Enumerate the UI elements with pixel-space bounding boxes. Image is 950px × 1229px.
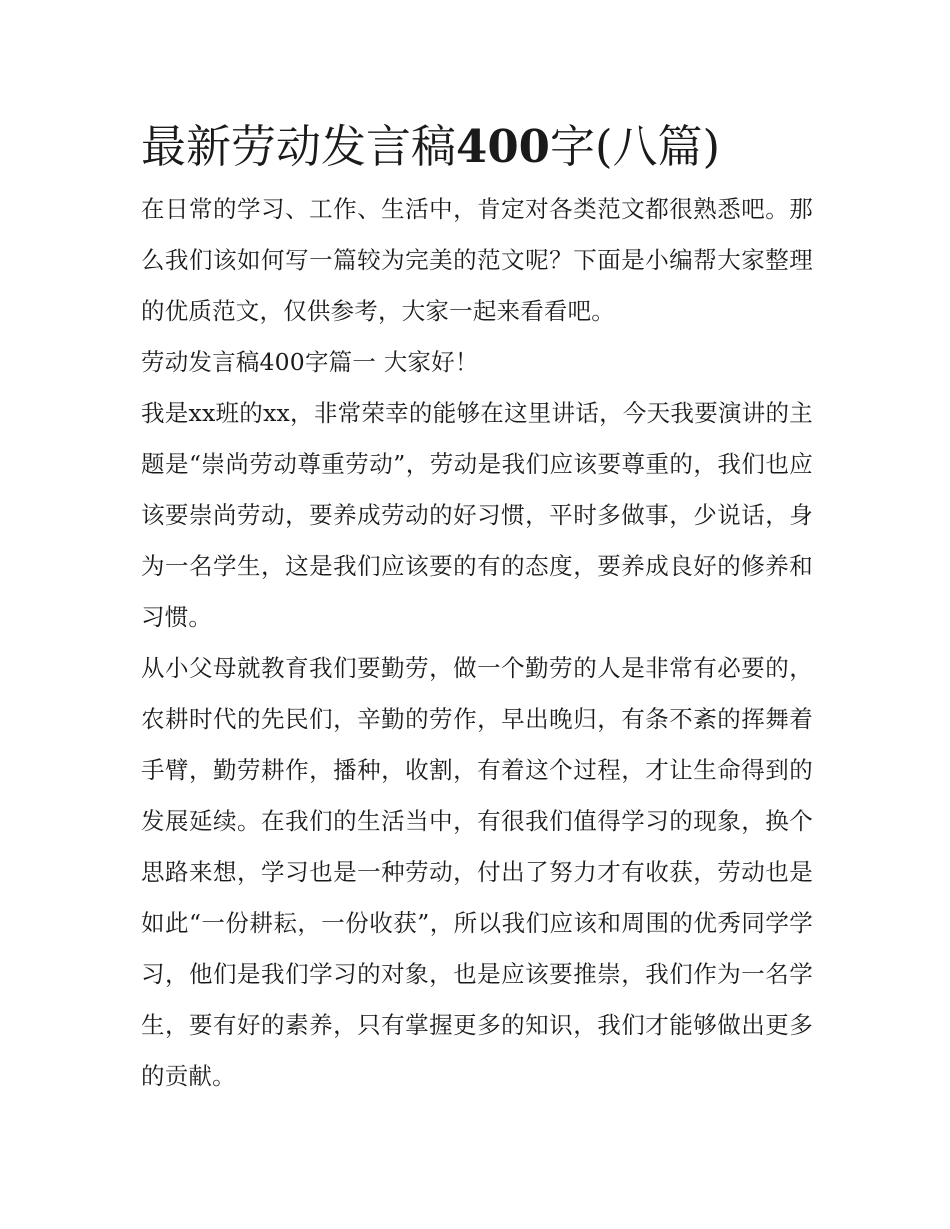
document-page	[141, 112, 813, 1102]
title-prefix: 最新劳动发言稿	[141, 120, 457, 173]
body-paragraph: 从小父母就教育我们要勤劳，做一个勤劳的人是非常有必要的，农耕时代的先民们，辛勤的劳作，早出晚归，有条不紊的挥舞着手臂，勤劳耕作，播种，收割，有着这个过程，才让生命得到的发展延续。在我们的生活当中，有很我们值得学习的现象，换个思路来想，学习也是一种劳动，付出了努力才有收获，劳动也是如此“一份耕耘，一份收获”，所以我们应该和周围的优秀同学学习，他们是我们学习的对象，也是应该要推崇，我们作为一名学生，要有好的素养，只有掌握更多的知识，我们才能够做出更多的贡献。	[141, 654, 813, 1090]
document-title	[141, 112, 813, 182]
title-suffix: 字(八篇)	[549, 120, 721, 173]
title-number: 400	[456, 120, 550, 173]
section-heading-paragraph: 劳动发言稿400字篇一 大家好！	[141, 348, 479, 376]
body-paragraph: 我是xx班的xx，非常荣幸的能够在这里讲话，今天我要演讲的主题是“崇尚劳动尊重劳动”，劳动是我们应该要尊重的，我们也应该要崇尚劳动，要养成劳动的好习惯，平时多做事，少说话，身为一名学生，这是我们应该要的有的态度，要养成良好的修养和习惯。	[141, 399, 813, 631]
intro-paragraph: 在日常的学习、工作、生活中，肯定对各类范文都很熟悉吧。那么我们该如何写一篇较为完美的范文呢？下面是小编帮大家整理的优质范文，仅供参考，大家一起来看看吧。	[141, 195, 813, 325]
